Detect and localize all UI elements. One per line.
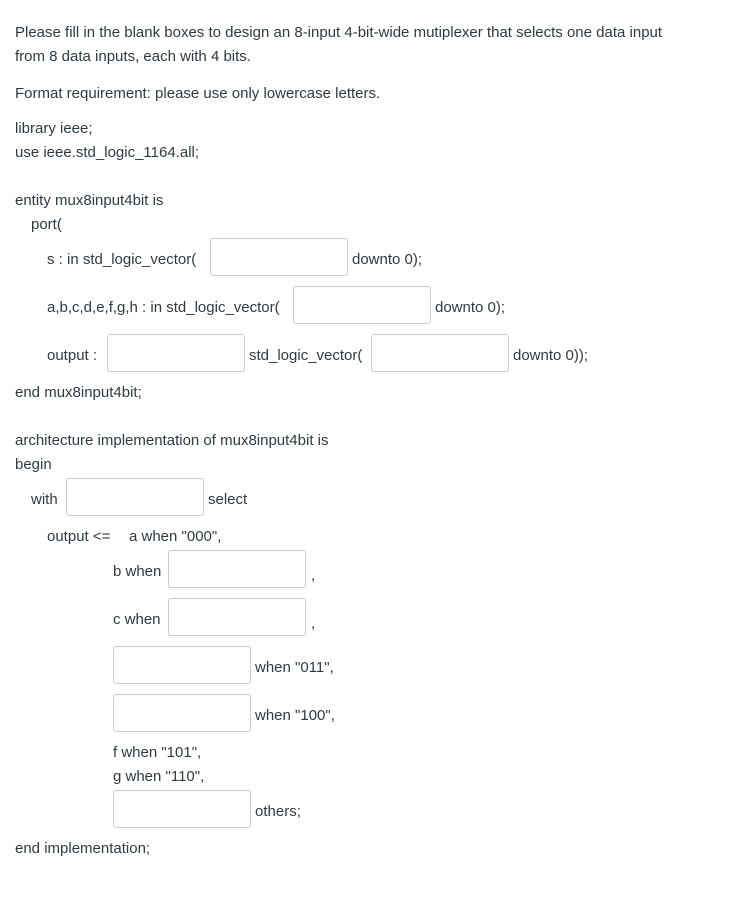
code-begin: begin: [15, 456, 52, 473]
code-f-when: f when "101",: [113, 744, 202, 761]
code-comma-1: ,: [311, 567, 316, 584]
code-when-011: when "011",: [255, 659, 334, 676]
c-select-input[interactable]: [168, 598, 306, 636]
code-entity: entity mux8input4bit is: [15, 192, 164, 209]
h-value-input[interactable]: [113, 790, 251, 828]
code-a-when: a when "000",: [129, 528, 222, 545]
code-comma-2: ,: [311, 615, 316, 632]
instruction-line-2: from 8 data inputs, each with 4 bits.: [15, 48, 251, 65]
inputs-width-input[interactable]: [293, 286, 431, 324]
format-requirement: Format requirement: please use only lowercase letters.: [15, 85, 381, 102]
code-with: with: [31, 491, 58, 508]
code-output-suffix: downto 0));: [513, 347, 589, 364]
code-inputs-suffix: downto 0);: [435, 299, 506, 316]
e-value-input[interactable]: [113, 694, 251, 732]
code-when-100: when "100",: [255, 707, 335, 724]
code-c-when: c when: [113, 611, 161, 628]
code-library: library ieee;: [15, 120, 93, 137]
instruction-line-1: Please fill in the blank boxes to design an 8-input 4-bit-wide mutiplexer that selects one data input: [15, 24, 663, 41]
b-select-input[interactable]: [168, 550, 306, 588]
code-use: use ieee.std_logic_1164.all;: [15, 144, 200, 161]
code-architecture: architecture implementation of mux8input4bit is: [15, 432, 329, 449]
code-g-when: g when "110",: [113, 768, 205, 785]
code-select: select: [208, 491, 248, 508]
output-mode-input[interactable]: [107, 334, 245, 372]
d-value-input[interactable]: [113, 646, 251, 684]
code-output-prefix: output :: [47, 347, 98, 364]
output-width-input[interactable]: [371, 334, 509, 372]
code-end-entity: end mux8input4bit;: [15, 384, 142, 401]
code-port: port(: [31, 216, 62, 233]
code-output-middle: std_logic_vector(: [249, 347, 363, 364]
code-end-architecture: end implementation;: [15, 840, 151, 857]
code-s-prefix: s : in std_logic_vector(: [47, 251, 197, 268]
code-others: others;: [255, 803, 301, 820]
code-inputs-prefix: a,b,c,d,e,f,g,h : in std_logic_vector(: [47, 299, 280, 316]
s-width-input[interactable]: [210, 238, 348, 276]
code-output-assign: output <=: [47, 528, 111, 545]
code-b-when: b when: [113, 563, 162, 580]
select-signal-input[interactable]: [66, 478, 204, 516]
code-s-suffix: downto 0);: [352, 251, 423, 268]
